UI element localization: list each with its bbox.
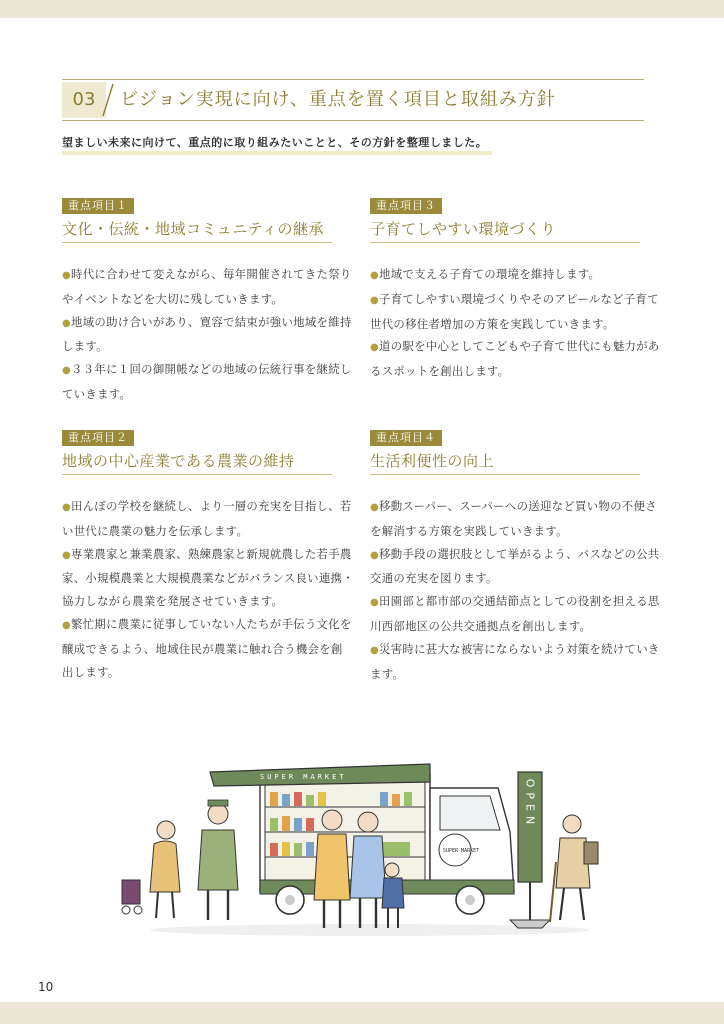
bullet-icon: ● — [370, 342, 380, 354]
page-number: 10 — [38, 980, 54, 994]
heading-number: 03 — [62, 82, 106, 118]
bullet-icon: ● — [62, 317, 72, 329]
bullet-icon: ● — [370, 294, 380, 306]
list-item: ●道の駅を中心としてこどもや子育て世代にも魅力があるスポットを創出します。 — [370, 339, 660, 379]
section-items — [62, 263, 354, 406]
bullet-icon: ● — [62, 619, 72, 631]
list-item: ●専業農家と兼業農家、熟練農家と新規就農した若手農家、小規模農業と大規模農業などがバランス良い連携・協力しながら農業を発展させていきます。 — [62, 546, 354, 609]
section-title: 地域の中心産業である農業の維持 — [62, 452, 295, 470]
list-item: ●子育てしやすい環境づくりやそのアピールなど子育て世代の移住者増加の方策を実践していきます。 — [370, 291, 659, 331]
list-item: ●移動スーパー、スーパーへの送迎など買い物の不便さを解消する方策を実践していきます。 — [370, 499, 657, 538]
section-underline — [370, 474, 640, 475]
open-sign-text: OPEN — [523, 778, 537, 830]
section-focus-4 — [370, 426, 662, 685]
section-underline — [370, 242, 640, 243]
bullet-icon: ● — [370, 597, 380, 609]
heading-slash-divider — [101, 82, 115, 118]
section-focus-3 — [370, 194, 662, 383]
section-items — [62, 495, 354, 683]
list-item: ●繁忙期に農業に従事していない人たちが手伝う文化を醸成できるよう、地域住民が農業に触れ合う機会を創出します。 — [62, 616, 352, 679]
section-title: 子育てしやすい環境づくり — [370, 220, 557, 238]
list-item: ●移動手段の選択肢として挙がるよう、バスなどの公共交通の充実を図ります。 — [370, 546, 660, 586]
bottom-band — [0, 1002, 724, 1024]
section-items — [370, 495, 662, 685]
section-title: 文化・伝統・地域コミュニティの継承 — [62, 220, 325, 238]
section-tag: 重点項目２ — [62, 430, 134, 446]
top-band — [0, 0, 724, 18]
section-focus-2 — [62, 426, 354, 683]
mobile-supermarket-illustration — [110, 752, 622, 942]
section-tag: 重点項目４ — [370, 430, 442, 446]
bullet-icon: ● — [62, 270, 72, 281]
bullet-icon: ● — [370, 270, 380, 281]
bullet-icon: ● — [62, 549, 72, 561]
list-item: ●災害時に甚大な被害にならないよう対策を続けていきます。 — [370, 641, 660, 681]
section-underline — [62, 474, 332, 475]
bullet-icon: ● — [370, 502, 380, 513]
section-items — [370, 263, 662, 383]
list-item: ●地域で支える子育ての環境を維持します。 — [370, 267, 601, 281]
section-title: 生活利便性の向上 — [370, 452, 495, 470]
section-focus-1 — [62, 194, 354, 406]
section-tag: 重点項目３ — [370, 198, 442, 214]
bullet-icon: ● — [62, 502, 72, 513]
bullet-icon: ● — [62, 365, 72, 377]
bullet-icon: ● — [370, 644, 380, 656]
bullet-icon: ● — [370, 549, 380, 561]
heading-title: ビジョン実現に向け、重点を置く項目と取組み方針 — [120, 89, 556, 110]
list-item: ●田んぼの学校を継続し、より一層の充実を目指し、若い世代に農業の魅力を伝承します。 — [62, 499, 352, 538]
door-text: SUPER MARKET — [443, 848, 480, 854]
list-item: ●田園部と都市部の交通結節点としての役割を担える思川西部地区の公共交通拠点を創出します。 — [370, 594, 660, 633]
list-item: ●時代に合わせて変えながら、毎年開催されてきた祭りやイベントなどを大切に残していきます。 — [62, 267, 352, 306]
list-item: ●地域の助け合いがあり、寛容で結束が強い地域を維持します。 — [62, 314, 352, 354]
intro-text: 望ましい未来に向けて、重点的に取り組みたいことと、その方針を整理しました。 — [62, 136, 488, 149]
awning-text: SUPER MARKET — [260, 773, 347, 781]
list-item: ●３３年に１回の御開帳などの地域の伝統行事を継続していきます。 — [62, 362, 352, 401]
section-underline — [62, 242, 332, 243]
heading-rule-top — [62, 79, 644, 80]
heading-rule-bottom — [62, 120, 644, 121]
section-tag: 重点項目１ — [62, 198, 134, 214]
